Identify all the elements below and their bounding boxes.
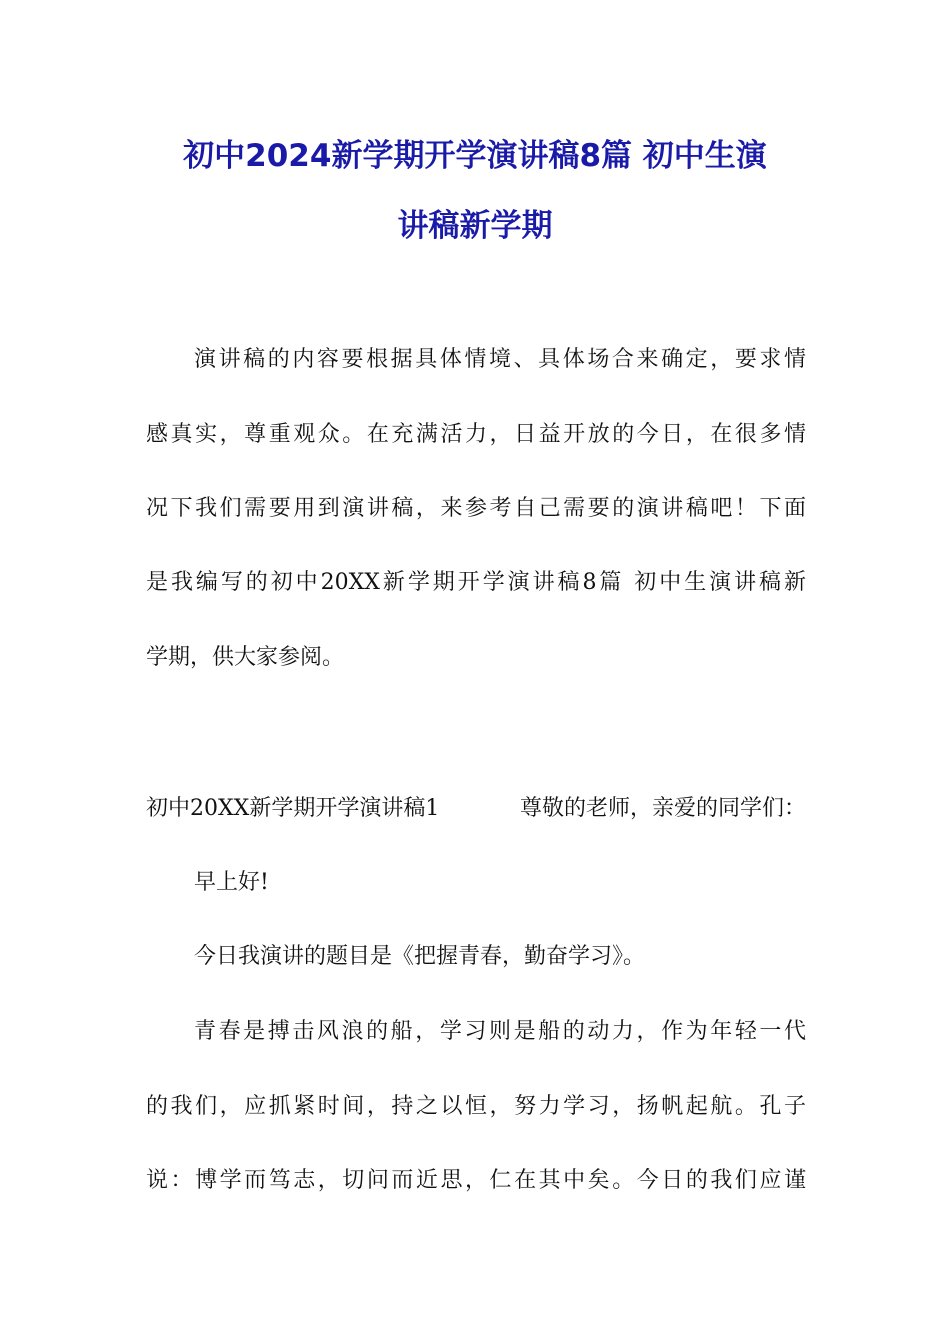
greeting: 早上好! (194, 870, 269, 895)
section-heading: 初中20XX新学期开学演讲稿1 (146, 796, 440, 821)
intro-line-2: 感真实，尊重观众。在充满活力，日益开放的今日，在很多情 (146, 422, 806, 447)
document-title-line-2: 讲稿新学期 (397, 208, 553, 244)
intro-line-3: 况下我们需要用到演讲稿，来参考自己需要的演讲稿吧！下面 (146, 496, 806, 521)
body-line-3: 说：博学而笃志，切问而近思，仁在其中矣。今日的我们应谨 (146, 1168, 806, 1193)
speech-topic: 今日我演讲的题目是《把握青春，勤奋学习》。 (194, 944, 646, 969)
document-title-line-1: 初中2024新学期开学演讲稿8篇 初中生演 (183, 138, 767, 174)
body-line-2: 的我们，应抓紧时间，持之以恒，努力学习，扬帆起航。孔子 (146, 1094, 806, 1119)
body-line-1: 青春是搏击风浪的船，学习则是船的动力，作为年轻一代 (194, 1019, 806, 1044)
salutation: 尊敬的老师，亲爱的同学们： (519, 796, 806, 821)
intro-line-1: 演讲稿的内容要根据具体情境、具体场合来确定，要求情 (194, 347, 806, 372)
intro-line-5: 学期，供大家参阅。 (146, 645, 345, 670)
intro-line-4: 是我编写的初中20XX新学期开学演讲稿8篇 初中生演讲稿新 (146, 570, 806, 595)
